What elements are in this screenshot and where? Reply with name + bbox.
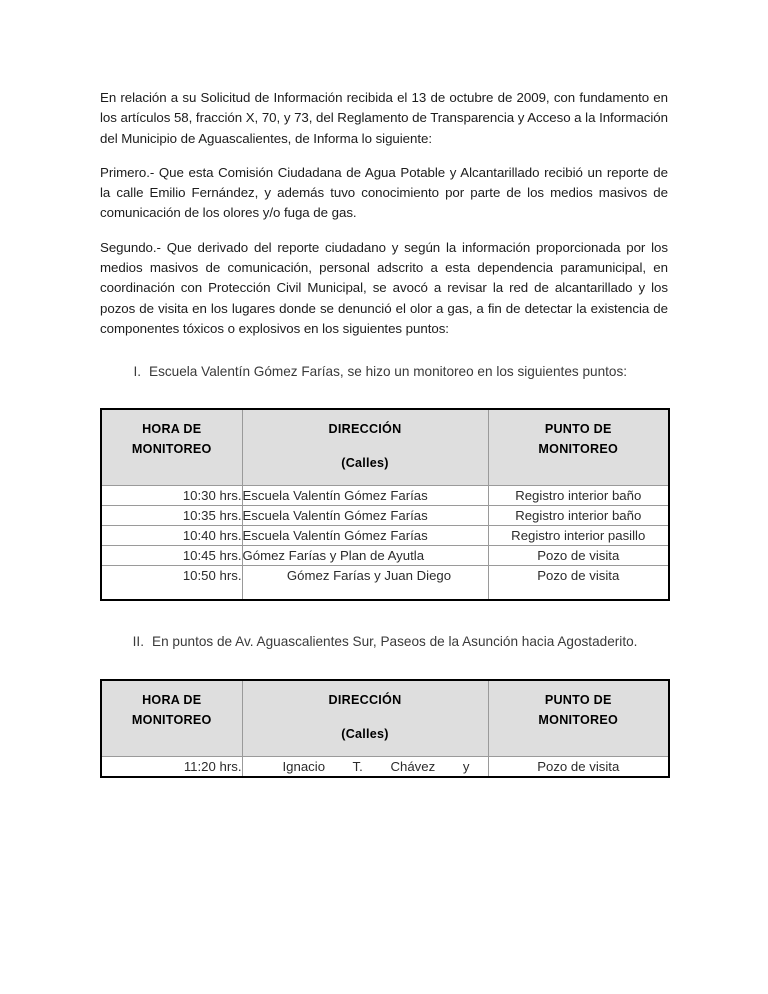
cell-point: Pozo de visita — [488, 546, 669, 566]
column-header-time-line1: HORA DE — [142, 693, 202, 708]
table-header-row — [101, 409, 669, 486]
column-header-time-line2: MONITOREO — [131, 442, 212, 457]
column-header-point-line1: PUNTO DE — [544, 422, 612, 437]
table-row — [101, 566, 669, 601]
column-header-address-sub: (Calles) — [341, 727, 389, 742]
list-marker-2: II. — [132, 634, 144, 650]
cell-address: Gómez Farías y Plan de Ayutla — [242, 546, 488, 566]
column-header-time-line2: MONITOREO — [131, 713, 212, 728]
cell-address: Gómez Farías y Juan Diego — [242, 566, 488, 601]
cell-point: Registro interior pasillo — [488, 526, 669, 546]
cell-time: 10:30 hrs. — [101, 486, 242, 506]
table-row — [101, 506, 669, 526]
cell-address: Ignacio T. Chávez y — [242, 757, 488, 778]
cell-time: 10:45 hrs. — [101, 546, 242, 566]
paragraph-intro: En relación a su Solicitud de Información recibida el 13 de octubre de 2009, con fundamento en los artículos 58, fracción X, 70, y 73, del Reglamento de Transparencia y Acceso a la Información del Municipio de Aguascalientes, de Informa lo siguiente: — [100, 90, 668, 146]
cell-point: Pozo de visita — [488, 757, 669, 778]
cell-address: Escuela Valentín Gómez Farías — [242, 526, 488, 546]
column-header-time — [101, 409, 242, 486]
cell-address: Escuela Valentín Gómez Farías — [242, 486, 488, 506]
column-header-address — [242, 409, 488, 486]
cell-address: Escuela Valentín Gómez Farías — [242, 506, 488, 526]
monitoring-table-2 — [100, 679, 670, 778]
cell-time: 11:20 hrs. — [101, 757, 242, 778]
paragraph-primero: Primero.- Que esta Comisión Ciudadana de Agua Potable y Alcantarillado recibió un reporte de la calle Emilio Fernández, y además tuvo conocimiento por parte de los medios masivos de comunicación de los olores y/o fuga de gas. — [100, 164, 668, 221]
list-text-2: En puntos de Av. Aguascalientes Sur, Paseos de la Asunción hacia Agostaderito. — [152, 634, 638, 650]
list-marker-1: I. — [133, 364, 141, 380]
table-row — [101, 526, 669, 546]
column-header-time — [101, 680, 242, 757]
column-header-point-line2: MONITOREO — [538, 713, 619, 728]
list-text-1: Escuela Valentín Gómez Farías, se hizo un monitoreo en los siguientes puntos: — [149, 364, 628, 380]
cell-point: Registro interior baño — [488, 486, 669, 506]
column-header-address-line1: DIRECCIÓN — [328, 422, 402, 437]
column-header-point — [488, 680, 669, 757]
cell-time: 10:35 hrs. — [101, 506, 242, 526]
cell-time: 10:50 hrs. — [101, 566, 242, 601]
table-row — [101, 757, 669, 778]
column-header-time-line1: HORA DE — [142, 422, 202, 437]
table-header-row — [101, 680, 669, 757]
monitoring-table-1 — [100, 408, 670, 601]
column-header-point — [488, 409, 669, 486]
column-header-point-line2: MONITOREO — [538, 442, 619, 457]
list-item-1 — [100, 361, 668, 382]
column-header-point-line1: PUNTO DE — [544, 693, 612, 708]
cell-point: Pozo de visita — [488, 566, 669, 601]
column-header-address-line1: DIRECCIÓN — [328, 693, 402, 708]
table-row — [101, 546, 669, 566]
column-header-address — [242, 680, 488, 757]
cell-point: Registro interior baño — [488, 506, 669, 526]
list-item-2 — [100, 631, 668, 652]
cell-time: 10:40 hrs. — [101, 526, 242, 546]
table-row — [101, 486, 669, 506]
paragraph-segundo: Segundo.- Que derivado del reporte ciudadano y según la información proporcionada por los medios masivos de comunicación, personal adscrito a esta dependencia paramunicipal, en coordinación con Protección Civil Municipal, se avocó a revisar la red de alcantarillado y los pozos de visita en los lugares donde se denunció el olor a gas, a fin de detectar la existencia de componentes tóxicos o explosivos en los siguientes puntos: — [100, 239, 668, 336]
column-header-address-sub: (Calles) — [341, 456, 389, 471]
